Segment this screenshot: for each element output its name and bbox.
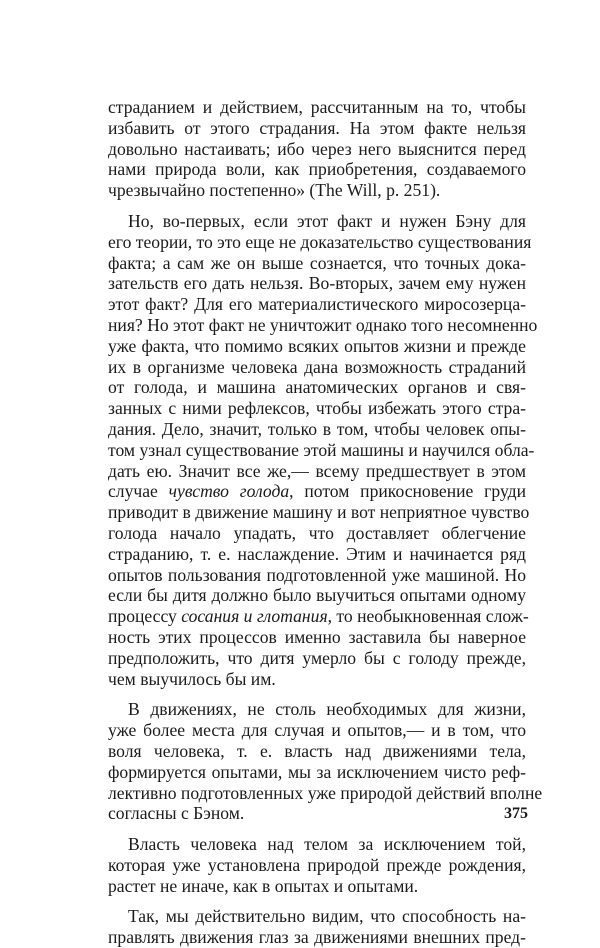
- text-run: зательств его дать нельзя. Во-вторых, зачем ему нужен: [108, 273, 526, 294]
- text-run: согласны с Бэном.: [108, 803, 245, 824]
- text-run: если бы дитя должно было выучиться опытами одному: [108, 585, 526, 606]
- text-line: [108, 565, 526, 586]
- text-run: этот факт? Для его материалистического миросозерца-: [108, 294, 526, 315]
- text-line: [108, 720, 526, 741]
- text-run: Власть человека над телом за исключением той,: [128, 834, 526, 855]
- paragraph-gap: [108, 689, 526, 699]
- text-run: приводит в движение машину и вот неприятное чувство: [108, 502, 530, 523]
- text-line: [108, 906, 526, 927]
- text-run: уже факта, что помимо всяких опытов жизни и прежде: [108, 335, 526, 356]
- text-line: [108, 762, 526, 783]
- text-line: [108, 211, 526, 232]
- text-line: [108, 585, 526, 606]
- text-line: [108, 782, 543, 804]
- text-line: [108, 159, 526, 180]
- text-line: [108, 231, 532, 253]
- text-line: [108, 648, 526, 669]
- text-line: [108, 253, 526, 274]
- text-run: том узнал существование этой машины и научился обла-: [108, 439, 535, 460]
- text-run: случае: [108, 481, 169, 502]
- text-line: [108, 139, 526, 160]
- text-run: факта; а сам же он выше сознается, что точных дока-: [108, 252, 526, 273]
- text-run: его теории, то это еще не доказательство существования: [108, 231, 532, 252]
- text-run: довольно настаивать; ибо через него выяснится перед: [108, 138, 526, 159]
- paragraph-gap: [108, 201, 526, 211]
- text-line: [108, 627, 526, 648]
- text-line: [108, 439, 535, 461]
- text-line: [108, 461, 526, 482]
- text-run: чем выучилось бы им.: [108, 668, 276, 689]
- paragraph-gap: [108, 824, 526, 834]
- text-run: Но, во-первых, если этот факт и нужен Бэну для: [128, 210, 526, 231]
- paragraph: [108, 906, 526, 948]
- text-run: В движениях, не столь необходимых для жизни,: [128, 699, 526, 720]
- text-run: от голода, и машина анатомических органов и свя-: [108, 377, 526, 398]
- text-run: страданию, т. е. наслаждение. Этим и начинается ряд: [108, 543, 526, 564]
- text-line: [108, 834, 526, 855]
- text-line: [108, 377, 526, 398]
- text-line: [108, 419, 526, 440]
- body-text: [108, 97, 543, 948]
- italic-phrase: сосания и глотания: [181, 606, 328, 627]
- text-run: занных с ними рефлексов, чтобы избежать этого стра-: [108, 398, 526, 419]
- text-line: [108, 669, 526, 690]
- text-line: [108, 294, 526, 315]
- text-line: [108, 180, 526, 201]
- text-run: дать ею. Значит все же,— всему предшествует в этом: [108, 460, 526, 481]
- paragraph: [108, 699, 543, 824]
- text-line: [108, 927, 526, 948]
- text-line: [108, 481, 526, 502]
- paragraph: [108, 210, 538, 689]
- text-run: лективно подготовленных уже природой действий вполне: [108, 782, 543, 803]
- text-line: [108, 876, 526, 897]
- text-line: [108, 502, 530, 523]
- text-line: [108, 544, 526, 565]
- text-line: [108, 314, 538, 336]
- text-line: [108, 118, 526, 139]
- text-run: , потом прикосновение груди: [289, 481, 526, 502]
- text-run: страданием и действием, рассчитанным на то, чтобы: [108, 97, 526, 117]
- text-run: дания. Дело, значит, только в том, чтобы человек опы-: [108, 418, 526, 439]
- page-number: 375: [504, 805, 528, 822]
- text-run: ность этих процессов именно заставила бы наверное: [108, 626, 526, 647]
- text-line: [108, 523, 526, 544]
- text-line: [108, 273, 526, 294]
- paragraph-gap: [108, 896, 526, 906]
- text-line: [108, 855, 526, 876]
- text-line: [108, 699, 526, 720]
- text-run: нами природа воли, как приобретения, создаваемого: [108, 159, 526, 180]
- text-run: Так, мы действительно видим, что способность на-: [128, 906, 526, 927]
- text-line: [108, 97, 526, 118]
- text-run: воля человека, т. е. власть над движениями тела,: [108, 740, 526, 761]
- paragraph: [108, 97, 526, 201]
- text-line: [108, 803, 526, 824]
- text-line: [108, 398, 526, 419]
- text-run: избавить от этого страдания. На этом факте нельзя: [108, 117, 526, 138]
- text-run: их в организме человека дана возможность страданий: [108, 356, 526, 377]
- text-run: уже более места для случая и опытов,— и в том, что: [108, 720, 526, 741]
- text-run: формируется опытами, мы за исключением чисто реф-: [108, 761, 526, 782]
- text-line: [108, 741, 526, 762]
- text-run: опытов пользования подготовленной уже машиной. Но: [108, 564, 526, 585]
- text-run: правлять движения глаз за движениями внешних пред-: [108, 927, 526, 948]
- text-line: [108, 357, 526, 378]
- text-run: предположить, что дитя умерло бы с голоду прежде,: [108, 647, 526, 668]
- text-run: голода начало упадать, что доставляет облегчение: [108, 522, 526, 543]
- italic-phrase: чувство голода: [168, 481, 290, 502]
- text-run: которая уже установлена природой прежде рождения,: [108, 854, 526, 875]
- text-run: процессу: [108, 606, 182, 627]
- text-line: [108, 606, 529, 627]
- text-run: растет не иначе, как в опытах и опытами.: [108, 875, 419, 896]
- text-run: ния? Но этот факт не уничтожит однако того несомненно: [108, 314, 538, 335]
- text-run: , то необыкновенная слож-: [327, 606, 529, 627]
- text-run: чрезвычайно постепенно» (The Will, p. 251).: [108, 180, 441, 201]
- paragraph: [108, 834, 526, 896]
- text-line: [108, 336, 526, 357]
